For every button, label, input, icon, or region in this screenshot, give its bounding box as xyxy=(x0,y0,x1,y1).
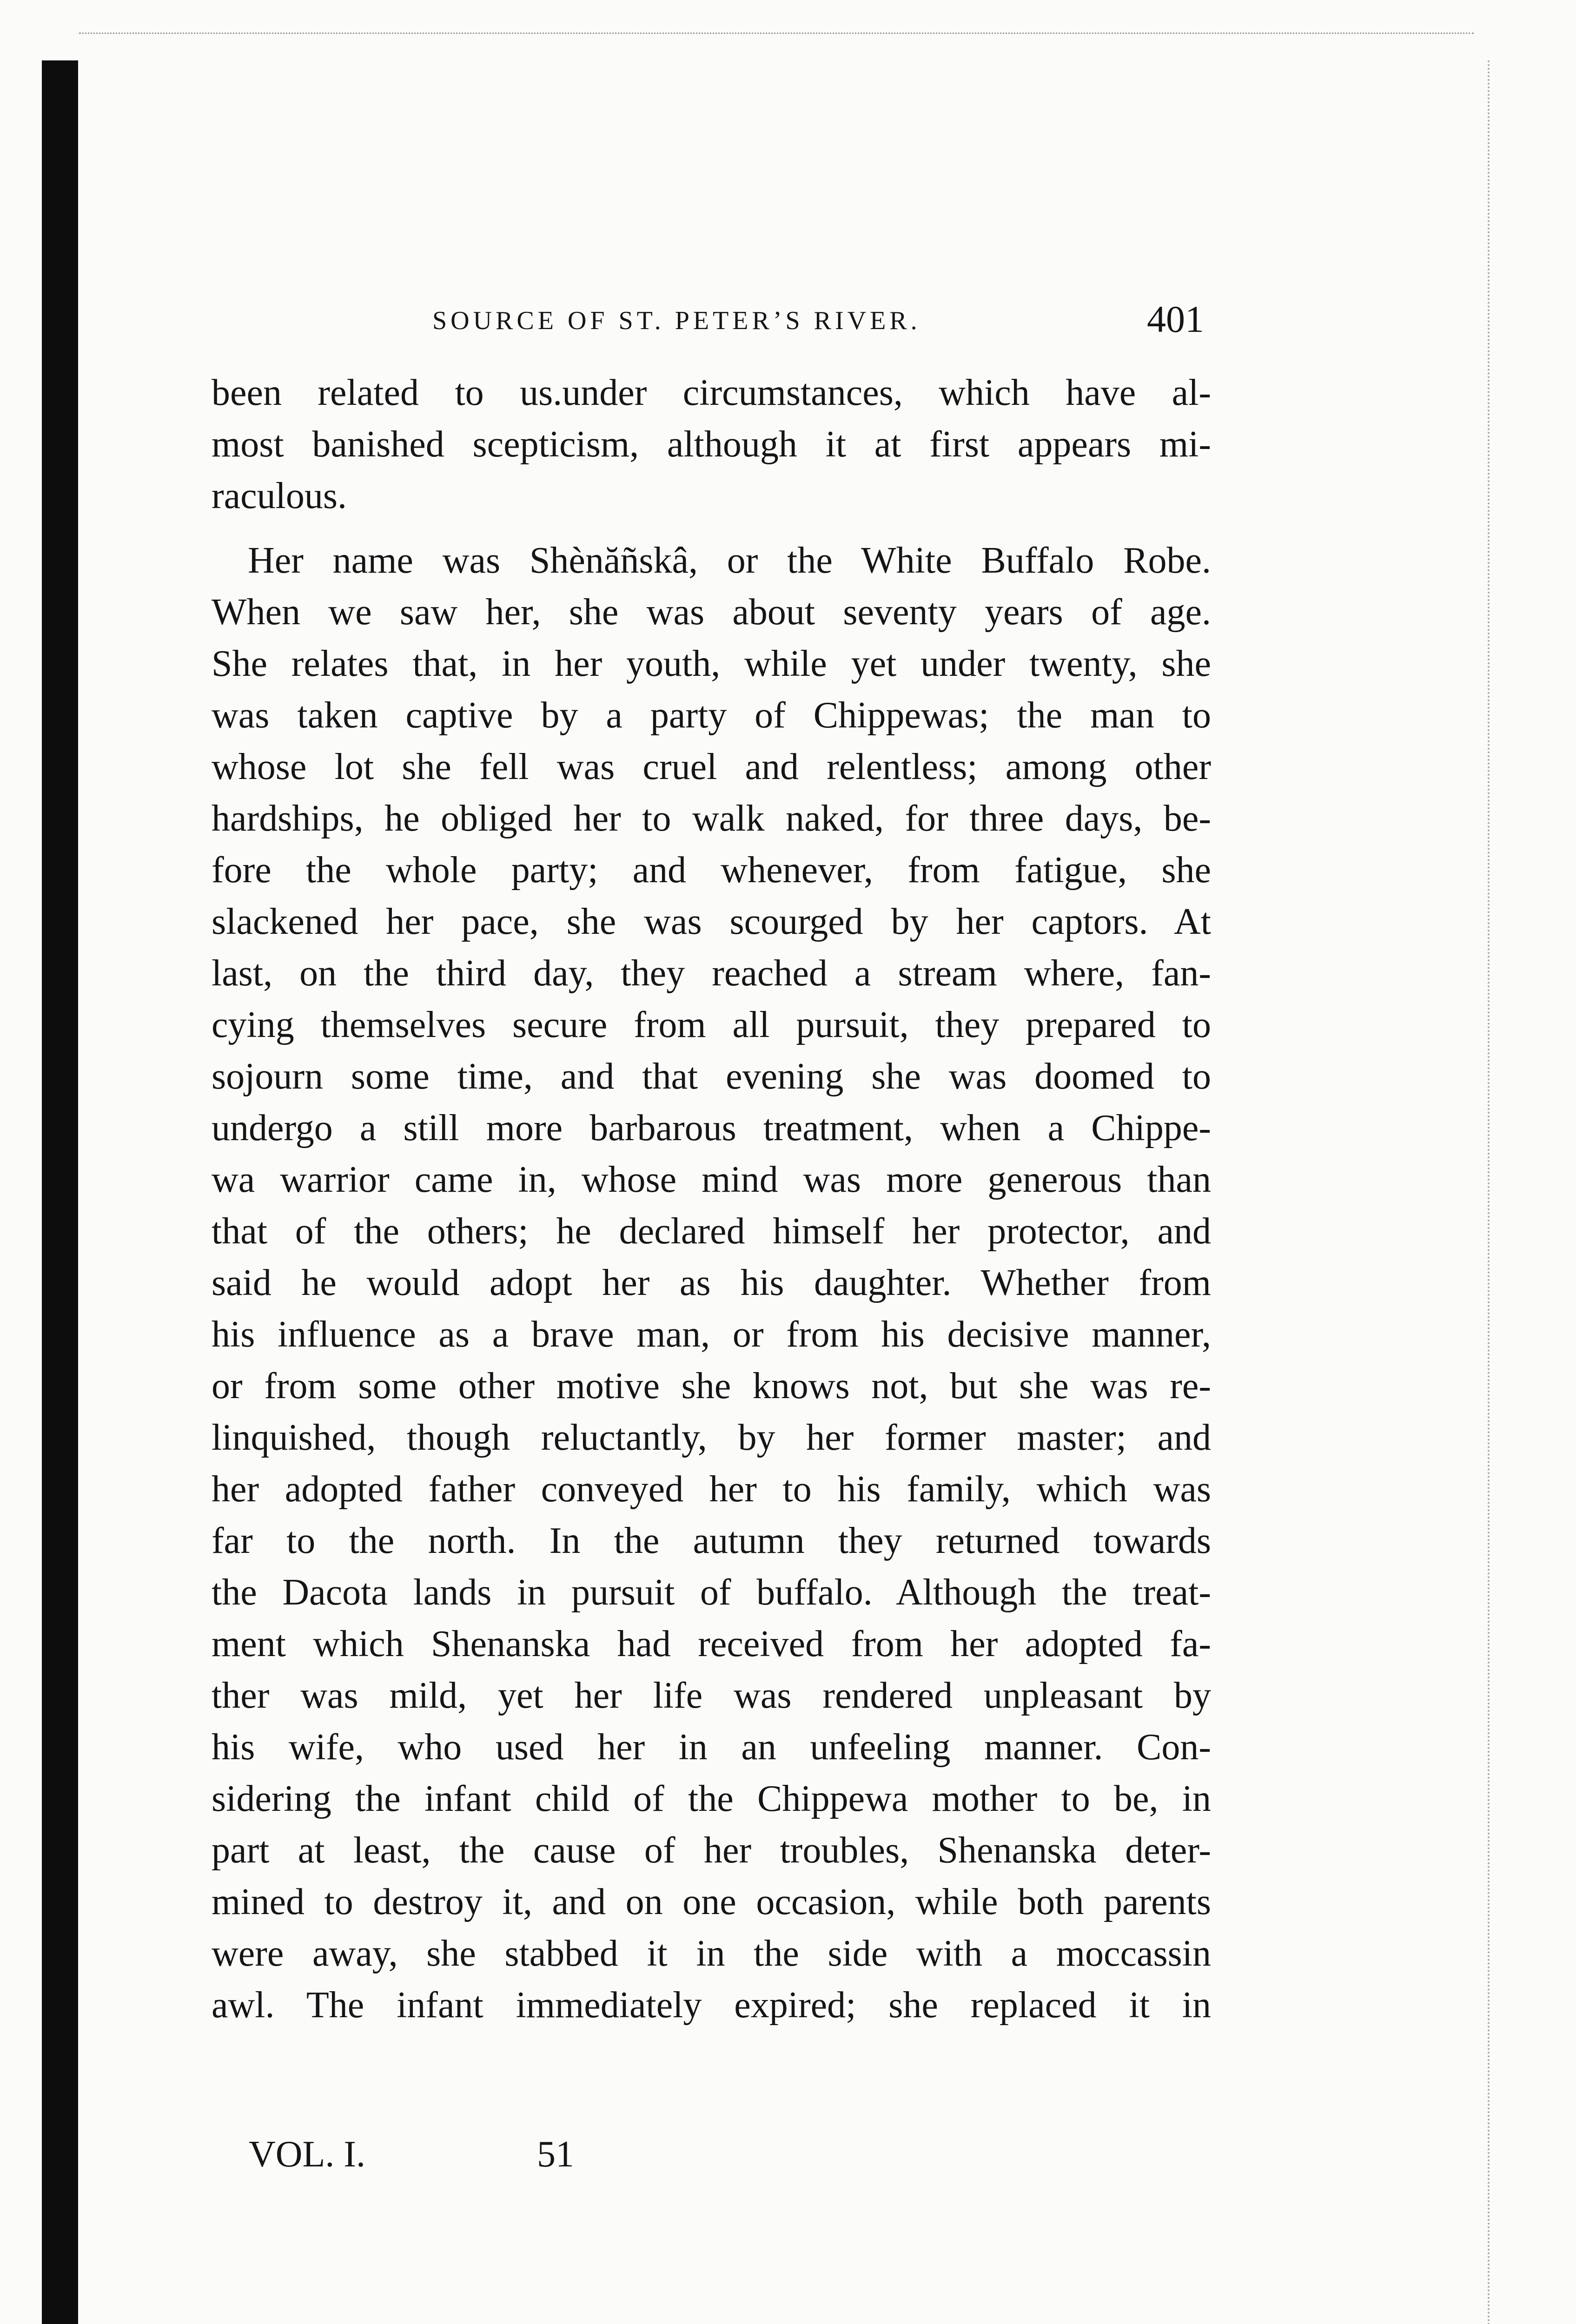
paragraph-1 xyxy=(212,367,1211,522)
body-text xyxy=(212,367,1211,2031)
volume-signature: VOL. I. xyxy=(249,2134,366,2175)
text-line: her adopted father conveyed her to his family, which was xyxy=(212,1469,1211,1510)
running-head xyxy=(214,297,1204,349)
text-line: most banished scepticism, although it at first appears mi- xyxy=(212,424,1211,465)
text-line: She relates that, in her youth, while yet under twenty, she xyxy=(212,643,1211,684)
paragraph-gap xyxy=(212,522,1211,535)
page-top-edge xyxy=(79,33,1474,39)
text-line: been related to us.under circumstances, which have al- xyxy=(212,372,1211,413)
text-line: was taken captive by a party of Chippewas; the man to xyxy=(212,695,1211,736)
text-line: slackened her pace, she was scourged by her captors. At xyxy=(212,901,1211,942)
text-line: ther was mild, yet her life was rendered unpleasant by xyxy=(212,1675,1211,1716)
text-line: that of the others; he declared himself her protector, and xyxy=(212,1211,1211,1252)
text-line: undergo a still more barbarous treatment, when a Chippe- xyxy=(212,1108,1211,1149)
text-line: linquished, though reluctantly, by her former master; and xyxy=(212,1417,1211,1458)
text-line: Her name was Shènăñskâ, or the White Buffalo Robe. xyxy=(248,540,1211,581)
text-line: or from some other motive she knows not, but she was re- xyxy=(212,1366,1211,1406)
paragraph-2 xyxy=(212,535,1211,2031)
text-line: his influence as a brave man, or from his decisive manner, xyxy=(212,1314,1211,1355)
text-line: far to the north. In the autumn they returned towards xyxy=(212,1520,1211,1561)
text-line: said he would adopt her as his daughter. Whether from xyxy=(212,1262,1211,1303)
text-line: wa warrior came in, whose mind was more generous than xyxy=(212,1159,1211,1200)
page-footer xyxy=(212,2133,769,2185)
text-line: sidering the infant child of the Chippewa mother to be, in xyxy=(212,1778,1211,1819)
text-line: raculous. xyxy=(212,475,347,516)
page-number: 401 xyxy=(1147,298,1204,340)
binding-edge xyxy=(42,60,78,2324)
text-line: ment which Shenanska had received from her adopted fa- xyxy=(212,1624,1211,1664)
text-line: fore the whole party; and whenever, from fatigue, she xyxy=(212,850,1211,891)
text-line: part at least, the cause of her troubles, Shenanska deter- xyxy=(212,1830,1211,1871)
running-head-title: SOURCE OF ST. PETER’S RIVER. xyxy=(432,306,921,335)
text-line: When we saw her, she was about seventy years of age. xyxy=(212,592,1211,633)
text-line: mined to destroy it, and on one occasion, while both parents xyxy=(212,1882,1211,1922)
text-line: whose lot she fell was cruel and relentless; among other xyxy=(212,746,1211,787)
text-line: sojourn some time, and that evening she was doomed to xyxy=(212,1056,1211,1097)
page-right-edge xyxy=(1488,60,1499,2324)
text-line: cying themselves secure from all pursuit, they prepared to xyxy=(212,1004,1211,1045)
text-line: awl. The infant immediately expired; she replaced it in xyxy=(212,1985,1211,2026)
text-line: last, on the third day, they reached a stream where, fan- xyxy=(212,953,1211,994)
signature-folio: 51 xyxy=(537,2134,574,2175)
text-line: his wife, who used her in an unfeeling manner. Con- xyxy=(212,1727,1211,1768)
text-line: were away, she stabbed it in the side with a moccassin xyxy=(212,1933,1211,1974)
text-line: the Dacota lands in pursuit of buffalo. Although the treat- xyxy=(212,1572,1211,1613)
text-line: hardships, he obliged her to walk naked, for three days, be- xyxy=(212,798,1211,839)
